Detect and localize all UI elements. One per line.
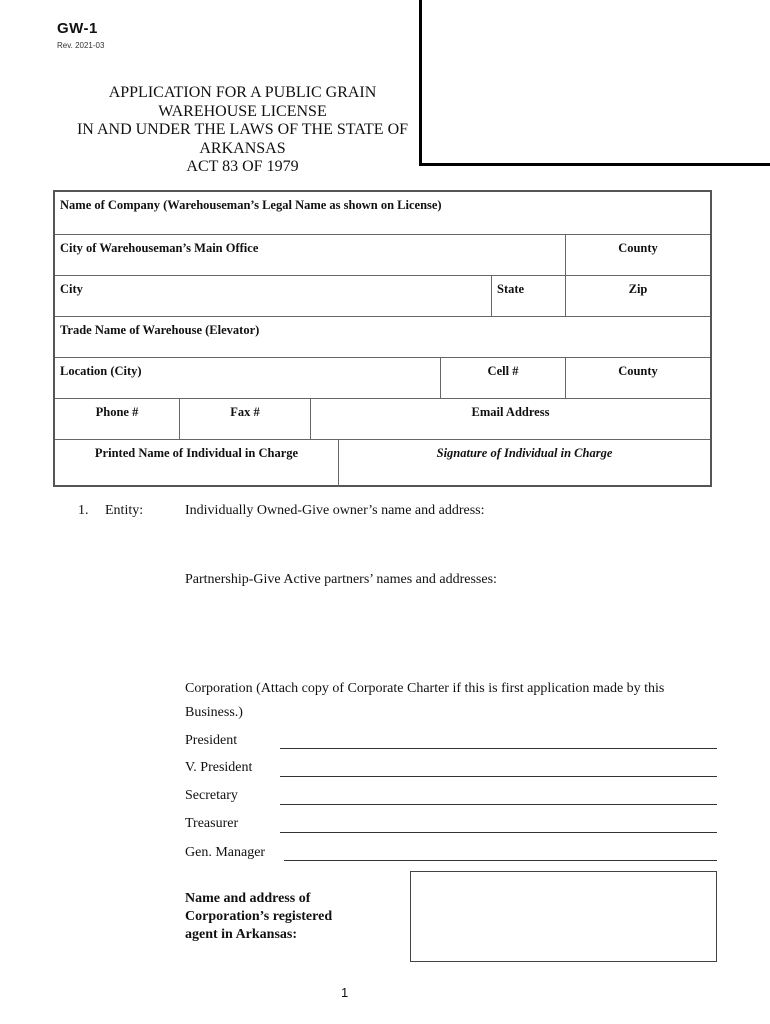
title-line: IN AND UNDER THE LAWS OF THE STATE OF [76,121,409,138]
printed-name-field[interactable] [55,440,338,487]
agent-label-line: Corporation’s registered [185,909,333,924]
state-label: State [497,282,525,296]
agent-label-line: Name and address of [185,891,311,906]
state-field[interactable] [491,276,565,316]
location-city-field[interactable] [55,358,440,398]
cell-field[interactable] [440,358,565,398]
row-trade-name [55,317,710,358]
location-county-label: County [618,364,658,378]
president-input-line[interactable] [280,748,717,749]
zip-field[interactable] [565,276,710,316]
title-line: ARKANSAS [199,139,286,157]
cell-label: Cell # [487,364,519,378]
individual-owned-label: Individually Owned-Give owner’s name and address: [185,503,485,518]
company-name-label: Name of Company (Warehouseman’s Legal Name as shown on License) [60,198,442,212]
county-field[interactable] [565,235,710,275]
location-county-field[interactable] [565,358,710,398]
row-company-name [55,192,710,235]
title-line: ACT 83 OF 1979 [186,158,299,175]
email-label: Email Address [471,405,550,419]
gen-manager-label: Gen. Manager [185,845,266,860]
row-location [55,358,710,399]
row-individual-in-charge [55,440,710,487]
trade-name-label: Trade Name of Warehouse (Elevator) [60,323,260,337]
row-city-state-zip [55,276,710,317]
section-number: 1. [78,503,89,518]
phone-field[interactable] [55,399,179,439]
registered-agent-label [185,890,332,944]
vice-president-label: V. President [185,760,253,775]
treasurer-input-line[interactable] [280,832,717,833]
fax-field[interactable] [179,399,310,439]
corporation-label: Corporation (Attach copy of Corporate Charter if this is first application made by this [185,681,665,696]
secretary-label: Secretary [185,788,238,803]
agent-label-line: agent in Arkansas: [185,927,298,942]
treasurer-label: Treasurer [185,816,239,831]
email-field[interactable] [310,399,710,439]
company-name-field[interactable] [55,192,710,234]
president-label: President [185,733,238,748]
page-number: 1 [341,985,349,1000]
printed-name-label: Printed Name of Individual in Charge [94,446,299,460]
registered-agent-box[interactable] [410,871,717,962]
main-office-field[interactable] [55,235,565,275]
revision-date: Rev. 2021-03 [57,41,105,50]
office-use-box [419,0,770,166]
main-office-label: City of Warehouseman’s Main Office [60,241,259,255]
row-contact [55,399,710,440]
form-code: GW-1 [57,20,98,37]
signature-label: Signature of Individual in Charge [436,446,613,460]
city-field[interactable] [55,276,491,316]
document-title [40,84,445,177]
vice-president-input-line[interactable] [280,776,717,777]
city-label: City [60,282,83,296]
entity-label: Entity: [105,503,144,518]
location-city-label: Location (City) [60,364,142,378]
corporation-label-cont: Business.) [185,705,243,720]
fax-label: Fax # [230,405,260,419]
gen-manager-input-line[interactable] [284,860,717,861]
partnership-label: Partnership-Give Active partners’ names and addresses: [185,572,497,587]
title-line: WAREHOUSE LICENSE [158,102,327,120]
county-label: County [618,241,658,255]
title-line: APPLICATION FOR A PUBLIC GRAIN [108,84,377,101]
row-main-office [55,235,710,276]
phone-label: Phone # [95,405,139,419]
zip-label: Zip [628,282,648,296]
signature-field[interactable] [338,440,710,487]
secretary-input-line[interactable] [280,804,717,805]
applicant-info-table [53,190,712,487]
trade-name-field[interactable] [55,317,710,357]
